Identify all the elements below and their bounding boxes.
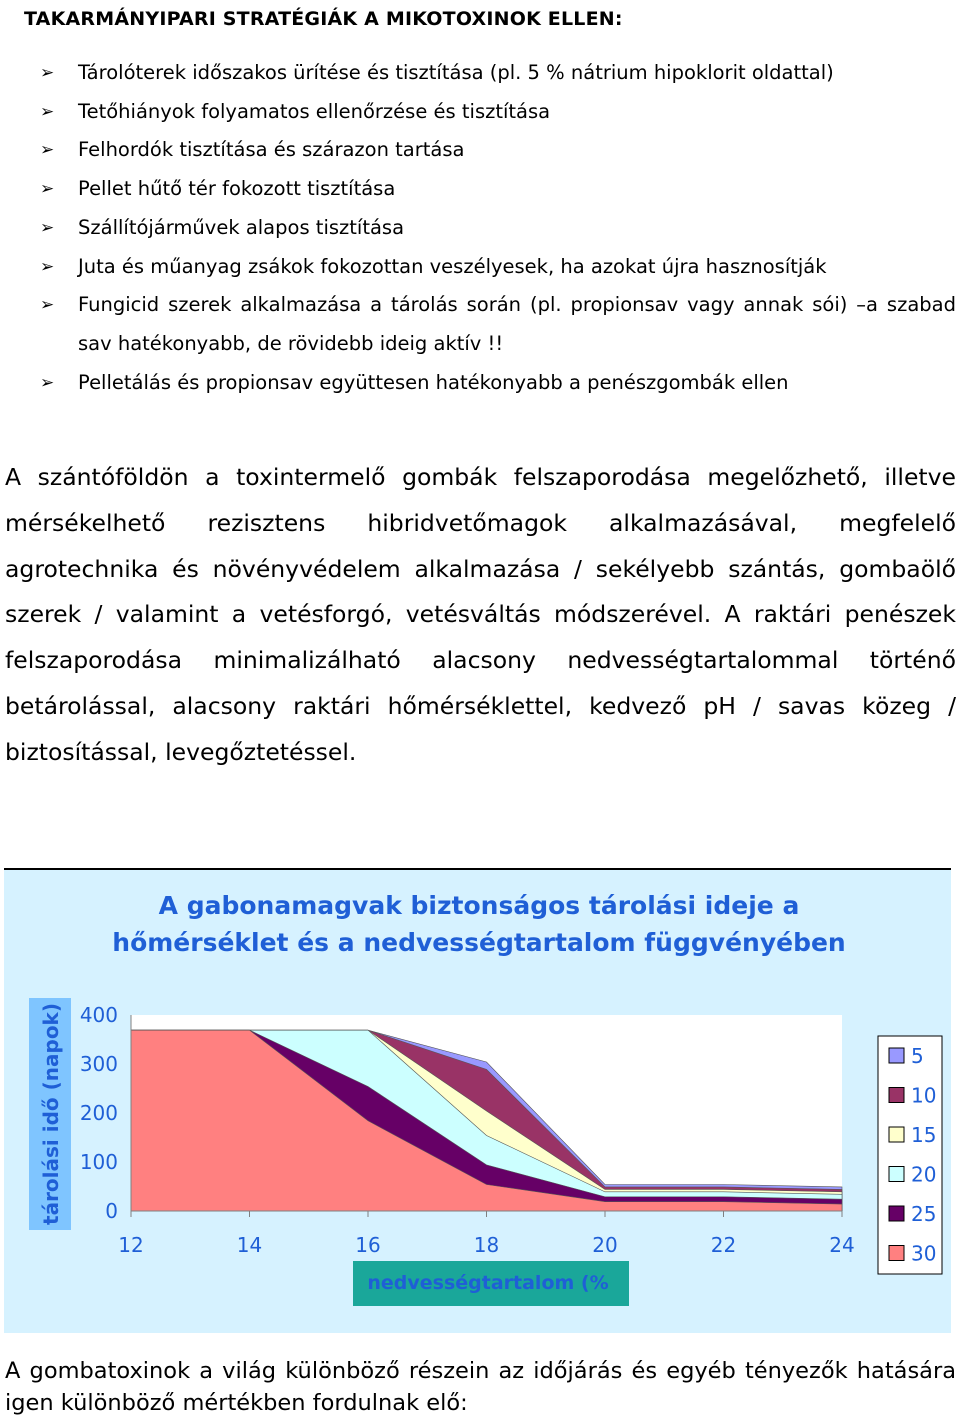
list-item-text: Tetőhiányok folyamatos ellenőrzése és tisztítása <box>78 99 551 123</box>
legend-label: 20 <box>911 1162 937 1187</box>
legend-label: 15 <box>911 1123 937 1147</box>
list-item <box>40 248 956 287</box>
list-item-text: Felhordók tisztítása és szárazon tartása <box>78 138 465 162</box>
x-tick-label: 12 <box>118 1233 144 1257</box>
legend-swatch-25 <box>889 1206 904 1221</box>
list-item-text: Fungicid szerek alkalmazása a tárolás során (pl. propionsav vagy annak sói) –a szabad sav hatékonyabb, de rövidebb ideig aktív !! <box>78 293 956 355</box>
list-item <box>40 54 956 93</box>
list-item-text: Pelletálás és propionsav együttesen hatékonyabb a penészgombák ellen <box>78 370 789 394</box>
x-axis-label: nedvességtartalom (% <box>367 1272 609 1294</box>
legend-label: 30 <box>911 1241 937 1266</box>
legend-label: 5 <box>911 1044 924 1068</box>
x-tick-labels <box>118 1211 854 1257</box>
list-item <box>40 93 956 132</box>
arrow-bullet-icon: ➢ <box>40 372 55 393</box>
x-tick-label: 18 <box>473 1233 500 1257</box>
y-tick-labels <box>80 1003 118 1223</box>
y-tick-label: 400 <box>79 1003 118 1027</box>
arrow-bullet-icon: ➢ <box>40 101 55 122</box>
y-tick-label: 300 <box>79 1052 118 1076</box>
y-tick-label: 0 <box>105 1199 118 1223</box>
y-tick-label: 200 <box>79 1101 118 1125</box>
list-item-text: Tárolóterek időszakos ürítése és tisztítása (pl. 5 % nátrium hipoklorit oldattal) <box>78 61 834 84</box>
list-item-text: Szállítójárművek alapos tisztítása <box>78 215 405 239</box>
chart-title-line-1: A gabonamagvak biztonságos tárolási ideje a <box>158 891 800 920</box>
storage-time-chart <box>4 868 951 1333</box>
legend-swatch-20 <box>889 1167 904 1182</box>
arrow-bullet-icon: ➢ <box>40 256 55 277</box>
x-tick-label: 16 <box>355 1233 381 1257</box>
arrow-bullet-icon: ➢ <box>40 217 55 238</box>
arrow-bullet-icon: ➢ <box>40 63 55 83</box>
x-tick-label: 20 <box>592 1233 618 1257</box>
chart-title-line-2: hőmérséklet és a nedvességtartalom függvényében <box>112 928 846 957</box>
list-item <box>40 209 956 248</box>
list-item <box>40 131 956 170</box>
x-tick-label: 22 <box>710 1233 737 1257</box>
x-tick-label: 24 <box>829 1233 855 1257</box>
legend-swatch-15 <box>889 1127 904 1142</box>
chart-svg <box>4 870 951 1331</box>
x-tick-label: 14 <box>236 1233 263 1257</box>
strategy-list <box>40 54 956 402</box>
body-paragraph: A szántóföldön a toxintermelő gombák felszaporodása megelőzhető, illetve mérsékelhető rezisztens hibridvetőmagok alkalmazásával, megfelelő agrotechnika és növényvédelem alkalmazása / sekélyebb szántás, gombaölő szerek / valamint a vetésforgó, vetésváltás módszerével. A raktári penészek felszaporodása minimalizálható alacsony nedvességtartalommal történő betárolással, alacsony raktári hőmérséklettel, kedvező pH / savas közeg / biztosítással, levegőztetéssel. <box>5 463 956 766</box>
bottom-paragraph: A gombatoxinok a világ különböző részein az időjárás és egyéb tényezők hatására igen különböző mértékben fordulnak elő: <box>5 1358 956 1416</box>
legend-label: 10 <box>911 1083 937 1108</box>
legend-box <box>878 1036 942 1274</box>
legend-label: 25 <box>911 1202 937 1226</box>
arrow-bullet-icon: ➢ <box>40 295 55 316</box>
list-item <box>40 170 956 209</box>
legend-swatch-30 <box>889 1246 904 1261</box>
arrow-bullet-icon: ➢ <box>40 140 55 161</box>
page-heading: TAKARMÁNYIPARI STRATÉGIÁK A MIKOTOXINOK ELLEN: <box>24 8 623 30</box>
list-item-text: Pellet hűtő tér fokozott tisztítása <box>78 177 396 201</box>
legend-swatch-5 <box>889 1048 904 1063</box>
legend-swatch-10 <box>889 1088 904 1103</box>
list-item <box>40 286 956 363</box>
arrow-bullet-icon: ➢ <box>40 179 55 200</box>
y-tick-label: 100 <box>79 1150 118 1174</box>
list-item-text: Juta és műanyag zsákok fokozottan veszélyesek, ha azokat újra hasznosítják <box>78 254 827 278</box>
list-item <box>40 364 956 403</box>
y-axis-label: tárolási idő (napok) <box>39 1003 63 1225</box>
